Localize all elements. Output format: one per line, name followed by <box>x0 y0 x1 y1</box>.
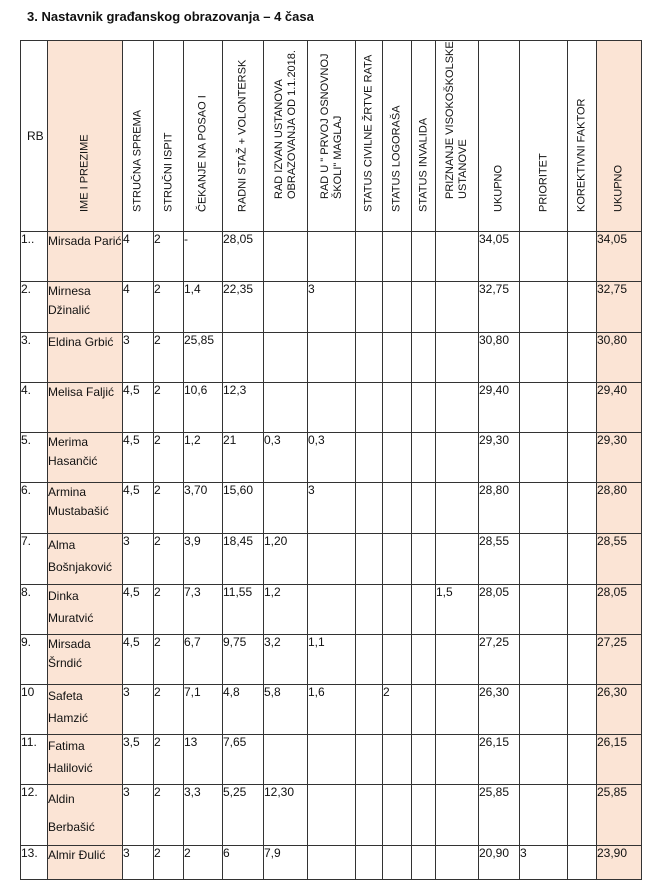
table-row <box>21 635 642 685</box>
priznanje-cell <box>436 232 479 282</box>
prioritet-cell <box>520 483 568 534</box>
civilne-zrtve-cell <box>356 232 383 282</box>
radni-staz-cell: 21 <box>223 433 264 483</box>
radni-staz-cell: 22,35 <box>223 282 264 333</box>
invalida-cell <box>412 735 436 785</box>
cekanje-cell: 10,6 <box>184 383 223 433</box>
invalida-cell <box>412 333 436 383</box>
prioritet-cell <box>520 735 568 785</box>
header-invalida: STATUS INVALIDA <box>412 41 436 232</box>
radni-staz-cell: 6 <box>223 846 264 880</box>
invalida-cell <box>412 383 436 433</box>
row-number-cell: 8. <box>21 585 48 635</box>
priznanje-cell <box>436 333 479 383</box>
strucni-ispit-cell: 2 <box>154 282 184 333</box>
header-strucni-ispit: STRUČNI ISPIT <box>154 41 184 232</box>
strucna-sprema-cell: 4,5 <box>123 433 154 483</box>
header-row <box>21 41 642 232</box>
prioritet-cell <box>520 635 568 685</box>
table-row <box>21 846 642 880</box>
civilne-zrtve-cell <box>356 635 383 685</box>
invalida-cell <box>412 635 436 685</box>
priznanje-cell <box>436 735 479 785</box>
korektivni-cell <box>568 685 597 735</box>
strucna-sprema-cell: 4,5 <box>123 635 154 685</box>
radni-staz-cell: 15,60 <box>223 483 264 534</box>
header-ukupno: UKUPNO <box>479 41 520 232</box>
priznanje-cell <box>436 534 479 585</box>
rad-maglaj-cell: 3 <box>308 483 356 534</box>
strucna-sprema-cell: 3,5 <box>123 735 154 785</box>
prioritet-cell <box>520 333 568 383</box>
rad-izvan-cell <box>264 483 308 534</box>
ukupno-final-cell: 26,15 <box>597 735 642 785</box>
candidate-name-cell: Aldin Berbašić <box>48 785 123 846</box>
cekanje-cell: 3,3 <box>184 785 223 846</box>
ukupno-cell: 28,55 <box>479 534 520 585</box>
strucni-ispit-cell: 2 <box>154 534 184 585</box>
logorasa-cell <box>383 333 412 383</box>
radni-staz-cell: 5,25 <box>223 785 264 846</box>
prioritet-cell <box>520 433 568 483</box>
strucni-ispit-cell: 2 <box>154 585 184 635</box>
priznanje-cell <box>436 846 479 880</box>
logorasa-cell <box>383 232 412 282</box>
row-number-cell: 6. <box>21 483 48 534</box>
ukupno-cell: 29,30 <box>479 433 520 483</box>
candidate-name-cell: Armina Mustabašić <box>48 483 123 534</box>
korektivni-cell <box>568 735 597 785</box>
civilne-zrtve-cell <box>356 333 383 383</box>
ukupno-cell: 27,25 <box>479 635 520 685</box>
ukupno-final-cell: 32,75 <box>597 282 642 333</box>
prioritet-cell <box>520 685 568 735</box>
radni-staz-cell: 9,75 <box>223 635 264 685</box>
prioritet-cell <box>520 232 568 282</box>
priznanje-cell <box>436 383 479 433</box>
priznanje-cell <box>436 635 479 685</box>
candidate-name-cell: Almir Đulić <box>48 846 123 880</box>
candidate-name-cell: Alma Bošnjaković <box>48 534 123 585</box>
ranking-table <box>20 40 642 880</box>
table-row <box>21 585 642 635</box>
ukupno-cell: 34,05 <box>479 232 520 282</box>
strucna-sprema-cell: 4 <box>123 282 154 333</box>
row-number-cell: 4. <box>21 383 48 433</box>
ukupno-cell: 30,80 <box>479 333 520 383</box>
row-number-cell: 3. <box>21 333 48 383</box>
ukupno-final-cell: 30,80 <box>597 333 642 383</box>
cekanje-cell: 2 <box>184 846 223 880</box>
korektivni-cell <box>568 483 597 534</box>
ukupno-final-cell: 25,85 <box>597 785 642 846</box>
row-number-cell: 13. <box>21 846 48 880</box>
radni-staz-cell: 7,65 <box>223 735 264 785</box>
rad-izvan-cell <box>264 282 308 333</box>
strucna-sprema-cell: 4,5 <box>123 383 154 433</box>
table-row <box>21 483 642 534</box>
ukupno-final-cell: 28,05 <box>597 585 642 635</box>
logorasa-cell <box>383 846 412 880</box>
korektivni-cell <box>568 534 597 585</box>
cekanje-cell: 6,7 <box>184 635 223 685</box>
rad-maglaj-cell: 0,3 <box>308 433 356 483</box>
invalida-cell <box>412 433 436 483</box>
priznanje-cell <box>436 483 479 534</box>
rad-izvan-cell: 3,2 <box>264 635 308 685</box>
strucni-ispit-cell: 2 <box>154 735 184 785</box>
strucni-ispit-cell: 2 <box>154 483 184 534</box>
row-number-cell: 1.. <box>21 232 48 282</box>
strucni-ispit-cell: 2 <box>154 635 184 685</box>
ukupno-cell: 26,30 <box>479 685 520 735</box>
ukupno-final-cell: 26,30 <box>597 685 642 735</box>
rad-izvan-cell: 12,30 <box>264 785 308 846</box>
ukupno-final-cell: 23,90 <box>597 846 642 880</box>
invalida-cell <box>412 483 436 534</box>
candidate-name-cell: Fatima Halilović <box>48 735 123 785</box>
korektivni-cell <box>568 282 597 333</box>
civilne-zrtve-cell <box>356 785 383 846</box>
rad-izvan-cell: 5,8 <box>264 685 308 735</box>
candidate-name-cell: Mirsada Parić <box>48 232 123 282</box>
invalida-cell <box>412 685 436 735</box>
priznanje-cell <box>436 785 479 846</box>
strucni-ispit-cell: 2 <box>154 333 184 383</box>
strucna-sprema-cell: 3 <box>123 333 154 383</box>
rad-maglaj-cell <box>308 383 356 433</box>
rad-izvan-cell: 0,3 <box>264 433 308 483</box>
strucni-ispit-cell: 2 <box>154 232 184 282</box>
header-strucna-sprema: STRUČNA SPREMA <box>123 41 154 232</box>
ukupno-cell: 28,05 <box>479 585 520 635</box>
strucna-sprema-cell: 3 <box>123 785 154 846</box>
korektivni-cell <box>568 846 597 880</box>
civilne-zrtve-cell <box>356 846 383 880</box>
radni-staz-cell: 18,45 <box>223 534 264 585</box>
ukupno-final-cell: 29,30 <box>597 433 642 483</box>
korektivni-cell <box>568 433 597 483</box>
rad-maglaj-cell: 1,1 <box>308 635 356 685</box>
logorasa-cell <box>383 383 412 433</box>
row-number-cell: 7. <box>21 534 48 585</box>
civilne-zrtve-cell <box>356 585 383 635</box>
invalida-cell <box>412 534 436 585</box>
table-row <box>21 534 642 585</box>
table-row <box>21 282 642 333</box>
radni-staz-cell <box>223 333 264 383</box>
candidate-name-cell: Dinka Muratvić <box>48 585 123 635</box>
cekanje-cell: 7,3 <box>184 585 223 635</box>
radni-staz-cell: 12,3 <box>223 383 264 433</box>
strucni-ispit-cell: 2 <box>154 785 184 846</box>
row-number-cell: 12. <box>21 785 48 846</box>
prioritet-cell <box>520 585 568 635</box>
row-number-cell: 10 <box>21 685 48 735</box>
header-rb: RB <box>21 41 48 232</box>
civilne-zrtve-cell <box>356 433 383 483</box>
prioritet-cell: 3 <box>520 846 568 880</box>
rad-maglaj-cell <box>308 846 356 880</box>
header-rad-maglaj: RAD U " PRVOJ OSNOVNOJ ŠKOLI" MAGLAJ <box>308 41 356 232</box>
rad-maglaj-cell <box>308 785 356 846</box>
rad-maglaj-cell <box>308 585 356 635</box>
rad-maglaj-cell <box>308 735 356 785</box>
priznanje-cell <box>436 282 479 333</box>
table-row <box>21 685 642 735</box>
table-row <box>21 433 642 483</box>
strucna-sprema-cell: 4,5 <box>123 483 154 534</box>
cekanje-cell: 7,1 <box>184 685 223 735</box>
logorasa-cell <box>383 635 412 685</box>
header-logorasa: STATUS LOGORAŠA <box>383 41 412 232</box>
cekanje-cell: 3,9 <box>184 534 223 585</box>
logorasa-cell <box>383 585 412 635</box>
civilne-zrtve-cell <box>356 483 383 534</box>
strucni-ispit-cell: 2 <box>154 433 184 483</box>
radni-staz-cell: 28,05 <box>223 232 264 282</box>
table-row <box>21 232 642 282</box>
logorasa-cell <box>383 433 412 483</box>
logorasa-cell <box>383 534 412 585</box>
logorasa-cell: 2 <box>383 685 412 735</box>
header-korektivni: KOREKTIVNI FAKTOR <box>568 41 597 232</box>
civilne-zrtve-cell <box>356 685 383 735</box>
logorasa-cell <box>383 735 412 785</box>
invalida-cell <box>412 585 436 635</box>
ukupno-final-cell: 34,05 <box>597 232 642 282</box>
candidate-name-cell: Eldina Grbić <box>48 333 123 383</box>
civilne-zrtve-cell <box>356 534 383 585</box>
rad-izvan-cell <box>264 333 308 383</box>
header-priznanje: PRIZNANJE VISOKOŠKOLSKE USTANOVE <box>436 41 479 232</box>
table-row <box>21 735 642 785</box>
candidate-name-cell: Melisa Faljić <box>48 383 123 433</box>
ukupno-final-cell: 29,40 <box>597 383 642 433</box>
rad-maglaj-cell <box>308 232 356 282</box>
ukupno-cell: 25,85 <box>479 785 520 846</box>
rad-maglaj-cell: 3 <box>308 282 356 333</box>
prioritet-cell <box>520 785 568 846</box>
radni-staz-cell: 11,55 <box>223 585 264 635</box>
korektivni-cell <box>568 785 597 846</box>
cekanje-cell: 25,85 <box>184 333 223 383</box>
page-title: 3. Nastavnik građanskog obrazovanja – 4 časa <box>27 9 314 24</box>
ukupno-final-cell: 28,55 <box>597 534 642 585</box>
invalida-cell <box>412 846 436 880</box>
radni-staz-cell: 4,8 <box>223 685 264 735</box>
strucna-sprema-cell: 4,5 <box>123 585 154 635</box>
strucna-sprema-cell: 3 <box>123 685 154 735</box>
invalida-cell <box>412 232 436 282</box>
cekanje-cell: 1,4 <box>184 282 223 333</box>
cekanje-cell: 13 <box>184 735 223 785</box>
candidate-name-cell: Mirsada Šrndić <box>48 635 123 685</box>
strucna-sprema-cell: 3 <box>123 846 154 880</box>
ukupno-cell: 32,75 <box>479 282 520 333</box>
strucna-sprema-cell: 3 <box>123 534 154 585</box>
header-prioritet: PRIORITET <box>520 41 568 232</box>
ukupno-final-cell: 27,25 <box>597 635 642 685</box>
priznanje-cell <box>436 433 479 483</box>
invalida-cell <box>412 785 436 846</box>
ukupno-cell: 29,40 <box>479 383 520 433</box>
civilne-zrtve-cell <box>356 282 383 333</box>
logorasa-cell <box>383 282 412 333</box>
logorasa-cell <box>383 483 412 534</box>
rad-izvan-cell <box>264 735 308 785</box>
rad-izvan-cell <box>264 383 308 433</box>
strucna-sprema-cell: 4 <box>123 232 154 282</box>
header-cekanje: ČEKANJE NA POSAO I <box>184 41 223 232</box>
row-number-cell: 11. <box>21 735 48 785</box>
strucni-ispit-cell: 2 <box>154 846 184 880</box>
row-number-cell: 5. <box>21 433 48 483</box>
strucni-ispit-cell: 2 <box>154 685 184 735</box>
civilne-zrtve-cell <box>356 383 383 433</box>
ukupno-cell: 26,15 <box>479 735 520 785</box>
header-civilne-zrtve: STATUS CIVILNE ŽRTVE RATA <box>356 41 383 232</box>
rad-izvan-cell: 7,9 <box>264 846 308 880</box>
logorasa-cell <box>383 785 412 846</box>
invalida-cell <box>412 282 436 333</box>
row-number-cell: 2. <box>21 282 48 333</box>
priznanje-cell: 1,5 <box>436 585 479 635</box>
strucni-ispit-cell: 2 <box>154 383 184 433</box>
korektivni-cell <box>568 333 597 383</box>
prioritet-cell <box>520 383 568 433</box>
cekanje-cell: - <box>184 232 223 282</box>
cekanje-cell: 1,2 <box>184 433 223 483</box>
candidate-name-cell: Safeta Hamzić <box>48 685 123 735</box>
table-row <box>21 785 642 846</box>
header-name: IME I PREZIME <box>48 41 123 232</box>
ukupno-cell: 20,90 <box>479 846 520 880</box>
table-row <box>21 333 642 383</box>
rad-izvan-cell: 1,20 <box>264 534 308 585</box>
prioritet-cell <box>520 534 568 585</box>
rad-maglaj-cell <box>308 534 356 585</box>
candidate-name-cell: Merima Hasančić <box>48 433 123 483</box>
header-rad-izvan: RAD IZVAN USTANOVA OBRAZOVANJA OD 1.1.2018. <box>264 41 308 232</box>
header-ukupno-final: UKUPNO <box>597 41 642 232</box>
table-row <box>21 383 642 433</box>
ukupno-cell: 28,80 <box>479 483 520 534</box>
ukupno-final-cell: 28,80 <box>597 483 642 534</box>
rad-maglaj-cell: 1,6 <box>308 685 356 735</box>
rad-maglaj-cell <box>308 333 356 383</box>
korektivni-cell <box>568 383 597 433</box>
korektivni-cell <box>568 635 597 685</box>
cekanje-cell: 3,70 <box>184 483 223 534</box>
korektivni-cell <box>568 232 597 282</box>
rad-izvan-cell <box>264 232 308 282</box>
prioritet-cell <box>520 282 568 333</box>
korektivni-cell <box>568 585 597 635</box>
header-radni-staz: RADNI STAŽ + VOLONTERSK <box>223 41 264 232</box>
civilne-zrtve-cell <box>356 735 383 785</box>
rad-izvan-cell: 1,2 <box>264 585 308 635</box>
priznanje-cell <box>436 685 479 735</box>
row-number-cell: 9. <box>21 635 48 685</box>
candidate-name-cell: Mirnesa Džinalić <box>48 282 123 333</box>
